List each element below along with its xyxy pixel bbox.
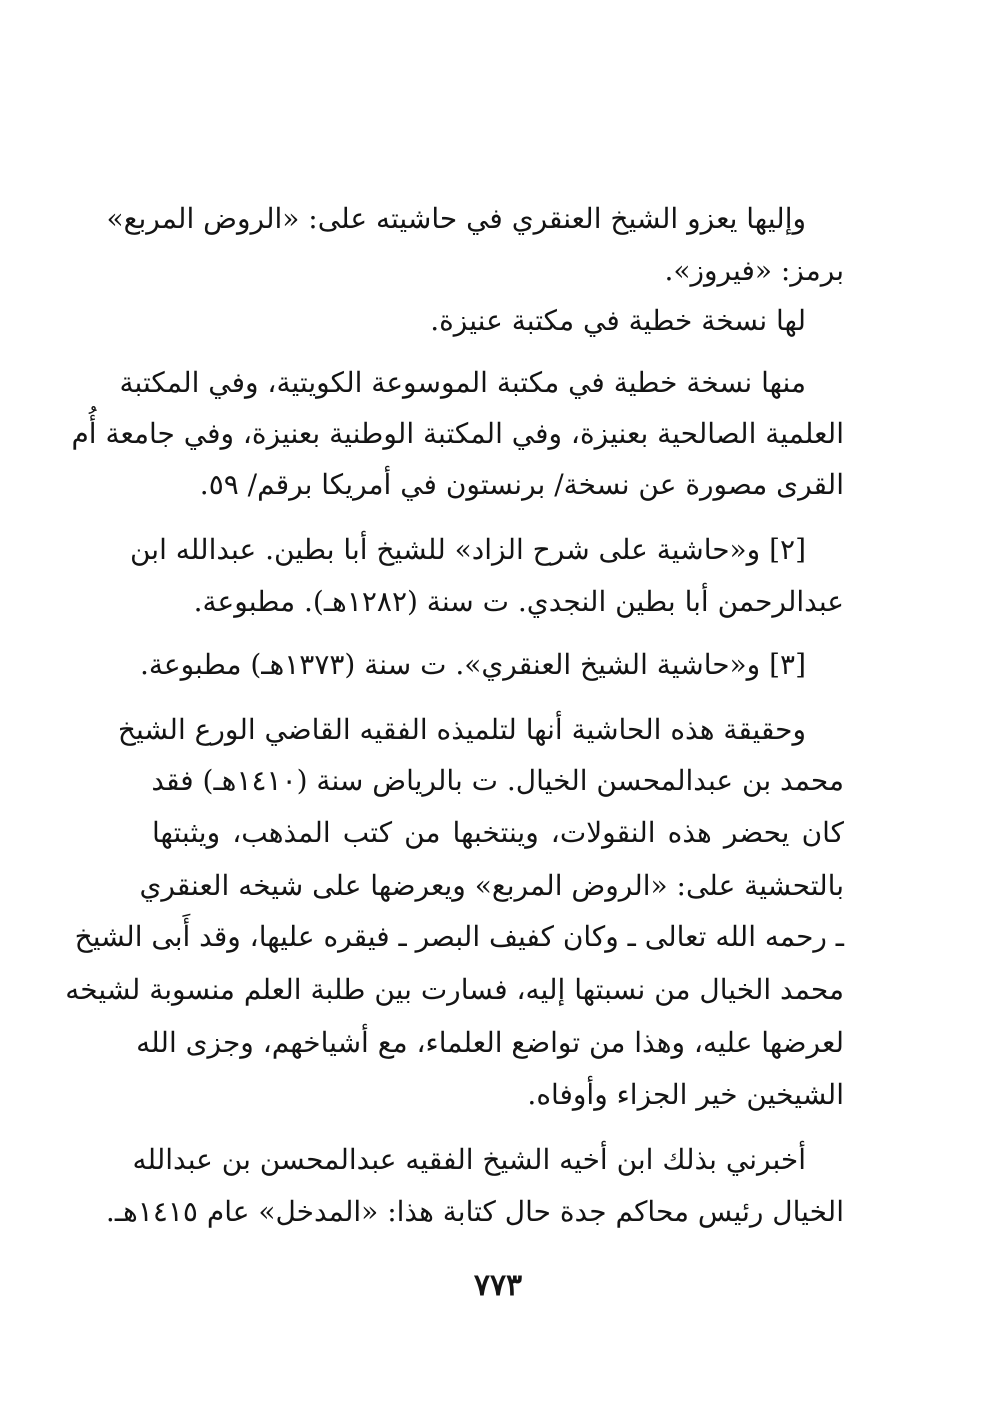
text-line: أخبرني بذلك ابن أخيه الشيخ الفقيه عبدالمحسن بن عبدالله [132, 1143, 806, 1176]
page-number: ٧٧٣ [473, 1268, 523, 1303]
text-line: القرى مصورة عن نسخة/ برنستون في أمريكا برقم/ ٥٩. [199, 468, 844, 501]
text-line: بالتحشية على: «الروض المربع» ويعرضها على شيخه العنقري [139, 869, 844, 902]
text-line: ـ رحمه الله تعالى ـ وكان كفيف البصر ـ فيقره عليها، وقد أَبى الشيخ [74, 920, 844, 953]
text-line: [٢] و«حاشية على شرح الزاد» للشيخ أبا بطين. عبدالله ابن [129, 533, 806, 566]
text-line: محمد الخيال من نسبتها إليه، فسارت بين طلبة العلم منسوبة لشيخه [65, 973, 844, 1006]
text-line: الخيال رئيس محاكم جدة حال كتابة هذا: «المدخل» عام ١٤١٥هـ. [105, 1195, 844, 1228]
text-line: وحقيقة هذه الحاشية أنها لتلميذه الفقيه القاضي الورع الشيخ [117, 713, 806, 746]
text-line: كان يحضر هذه النقولات، وينتخبها من كتب المذهب، ويثبتها [152, 816, 844, 849]
text-line: [٣] و«حاشية الشيخ العنقري». ت سنة (١٣٧٣هـ) مطبوعة. [139, 648, 806, 681]
text-line: برمز: «فيروز». [664, 254, 844, 287]
text-line: العلمية الصالحية بعنيزة، وفي المكتبة الوطنية بعنيزة، وفي جامعة أُم [71, 417, 844, 450]
text-line: عبدالرحمن أبا بطين النجدي. ت سنة (١٢٨٢هـ). مطبوعة. [193, 585, 844, 618]
text-line: محمد بن عبدالمحسن الخيال. ت بالرياض سنة (١٤١٠هـ) فقد [151, 764, 844, 797]
text-line: لعرضها عليه، وهذا من تواضع العلماء، مع أشياخهم، وجزى الله [136, 1026, 844, 1059]
text-line: منها نسخة خطية في مكتبة الموسوعة الكويتية، وفي المكتبة [119, 366, 806, 399]
text-line: لها نسخة خطية في مكتبة عنيزة. [430, 304, 806, 337]
text-line: الشيخين خير الجزاء وأوفاه. [527, 1078, 844, 1111]
text-line: وإليها يعزو الشيخ العنقري في حاشيته على: «الروض المربع» [106, 202, 806, 235]
